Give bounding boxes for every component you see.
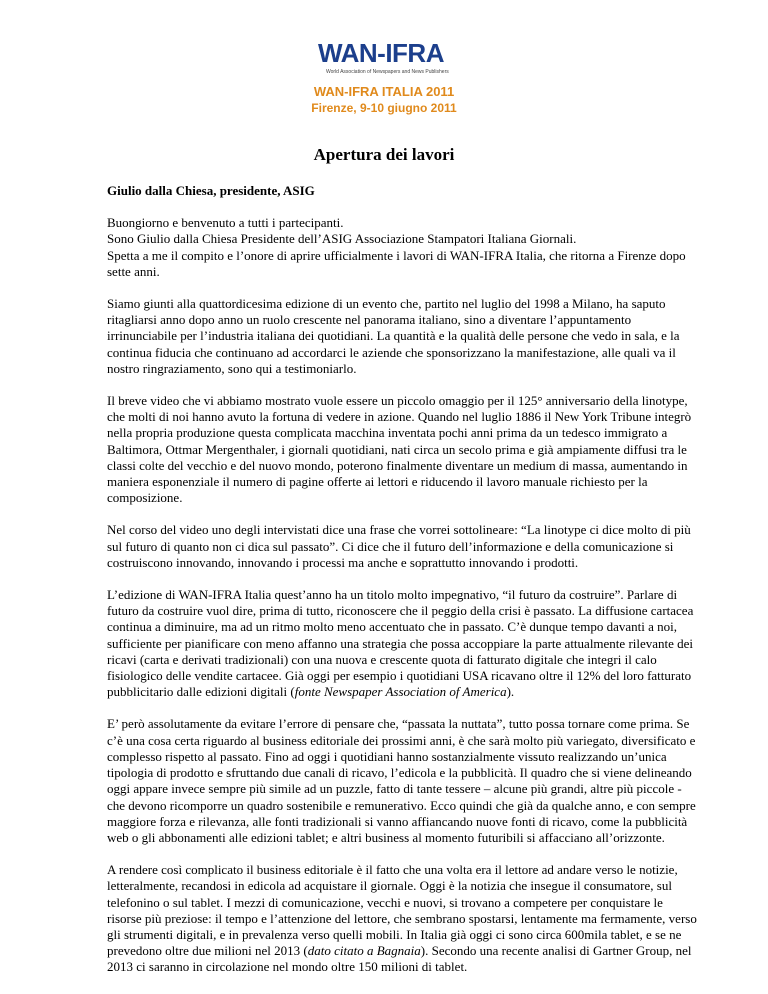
event-name: WAN-IFRA ITALIA 2011 — [313, 84, 455, 99]
logo-tagline: World Association of Newspapers and News Publishers — [326, 69, 449, 75]
source-citation: dato citato a Bagnaia — [307, 943, 421, 959]
greeting-paragraph — [107, 215, 697, 280]
logo-wordmark: WAN-IFRA — [318, 38, 444, 68]
body-paragraph: Il breve video che vi abbiamo mostrato vuole essere un piccolo omaggio per il 125° anniversario della linotype, che molti di noi hanno avuto la fortuna di vedere in azione. Quando nel luglio 1886 il New York Tribune integrò nella propria produzione questa complicata macchina inventata pochi anni prima da un tedesco immigrato a Baltimora, Ottmar Mergenthaler, i giornali quotidiani, nati circa un secolo prima e già ampiamente diffusi tra le classi colte del vecchio e del nuovo mondo, poterono finalmente diventare un medium di massa, aumentando in maniera esponenziale il numero di pagine offerte ai lettori e riducendo il lavoro manuale richiesto per la composizione. — [107, 393, 692, 506]
greeting-line: Spetta a me il compito e l’onore di aprire ufficialmente i lavori di WAN-IFRA Italia, che ritorna a Firenze dopo sette anni. — [107, 247, 686, 279]
source-citation: fonte Newspaper Association of America — [294, 684, 507, 700]
paragraph-text: L’edizione di WAN-IFRA Italia quest’anno ha un titolo molto impegnativo, “il futuro da costruire”. Parlare di futuro da costruire vuol dire, prima di tutto, riconoscere che il peggio della crisi è passato. La diffusione cartacea continua a diminuire, ma ad un ritmo molto meno accentuato che in passato. C’è dunque tempo davanti a noi, sufficiente per pianificare con meno affanno una strategia che possa accoppiare la parte attualmente rilevante dei ricavi (carta e derivati tradizionali) con una nuova e crescente quota di fatturato digitale che integri il calo fisiologico delle vendite cartacee. Già oggi per esempio i quotidiani USA ricavano oltre il 12% del loro fatturato pubblicitario dalle edizioni digitali ( — [107, 587, 694, 700]
body-paragraph — [107, 862, 697, 975]
body-paragraph — [107, 587, 697, 700]
greeting-line: Buongiorno e benvenuto a tutti i partecipanti. — [107, 215, 344, 231]
paragraph-text: A rendere così complicato il business editoriale è il fatto che una volta era il lettore ad andare verso le notizie, letteralmente, recandosi in edicola ad acquistare il giornale. Oggi è la notizia che insegue il consumatore, sul telefonino o sul tablet. I mezzi di comunicazione, vecchi e nuovi, si trovano a competere per conquistare le risorse più preziose: il tempo e l’attenzione del lettore, che sembrano spostarsi, lentamente ma fermamente, verso gli strumenti digitali, e in prevalenza verso quelli mobili. In Italia già oggi ci sono circa 600mila tablet, e se ne prevedono oltre due milioni nel 2013 ( — [107, 862, 697, 959]
body-paragraph: E’ però assolutamente da evitare l’errore di pensare che, “passata la nuttata”, tutto possa tornare come prima. Se c’è una cosa certa riguardo al business editoriale dei prossimi anni, è che sarà molto più variegato, diversificato e complesso rispetto al passato. Fino ad oggi i quotidiani hanno sostanzialmente vissuto realizzando un’unica tipologia di prodotto e sfruttando due canali di ricavo, l’edicola e la pubblicità. Il quadro che si viene delineando oggi appare invece sempre più simile ad un puzzle, fatto di tante tessere – alcune più grandi, altre più piccole - che devono ricomporre un quadro sostenibile e remunerativo. Ecco quindi che già da qualche anno, e con sempre maggiore forza e rilevanza, alle fonti tradizionali si vanno affiancando nuove fonti di ricavo, come la pubblicità web o gli abbonamenti alle edizioni tablet; e altri business al momento futuribili si affacciano all’orizzonte. — [107, 716, 696, 845]
document-title: Apertura dei lavori — [313, 145, 455, 164]
document-body — [107, 183, 697, 992]
body-paragraph: Siamo giunti alla quattordicesima edizione di un evento che, partito nel luglio del 1998 a Milano, ha saputo ritagliarsi anno dopo anno un ruolo crescente nel panorama italiano, sino a diventare l’appuntamento irrinunciabile per l’industria italiana dei quotidiani. La quantità e la qualità delle persone che vedo in sala, e la continua fiducia che continuano ad accordarci le aziende che sponsorizzano la manifestazione, alle quali va il nostro ringraziamento, sono qui a testimoniarlo. — [107, 296, 680, 376]
paragraph-text: ). Secondo una recente analisi di Gartner Group, nel 2013 ci saranno in circolazione nel mondo oltre 150 milioni di tablet. — [107, 943, 692, 975]
author-line: Giulio dalla Chiesa, presidente, ASIG — [107, 183, 315, 198]
greeting-line: Sono Giulio dalla Chiesa Presidente dell’ASIG Associazione Stampatori Italiana Giornali. — [107, 231, 577, 247]
body-paragraph: Nel corso del video uno degli intervistati dice una frase che vorrei sottolineare: “La linotype ci dice molto di più sul futuro di quanto non ci dica sul passato”. Ci dice che il futuro dell’informazione e della comunicazione si costruiscono innovando, innovando i processi ma anche e soprattutto innovando i prodotti. — [107, 522, 691, 570]
wan-ifra-logo — [318, 38, 458, 88]
paragraph-text: ). — [506, 684, 515, 700]
event-date: Firenze, 9-10 giugno 2011 — [311, 101, 457, 115]
